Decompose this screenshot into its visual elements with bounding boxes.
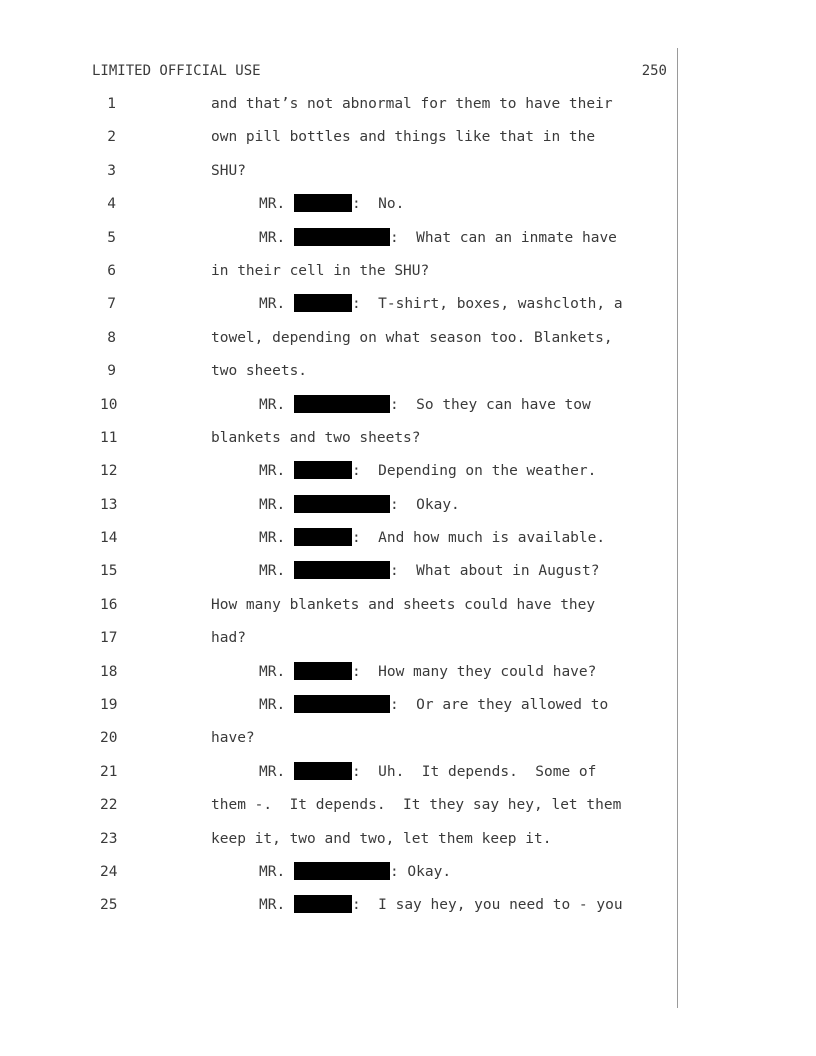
redacted-name-block bbox=[294, 495, 390, 513]
speaker-title: MR. bbox=[259, 229, 286, 246]
transcript-line bbox=[0, 161, 816, 194]
spoken-text: : Okay. bbox=[389, 496, 460, 513]
line-number: 18 bbox=[100, 663, 118, 680]
redacted-name-block bbox=[294, 561, 390, 579]
line-number: 15 bbox=[100, 563, 118, 580]
spoken-text: : What about in August? bbox=[389, 563, 600, 580]
redacted-name-block bbox=[294, 461, 352, 479]
speaker-line-text bbox=[259, 228, 617, 248]
transcript-line bbox=[0, 595, 816, 628]
spoken-text: : Or are they allowed to bbox=[389, 697, 609, 714]
spoken-text: : And how much is available. bbox=[351, 530, 606, 547]
line-number: 23 bbox=[100, 830, 118, 847]
speaker-line-text bbox=[259, 294, 623, 314]
speaker-title: MR. bbox=[259, 296, 286, 313]
transcript-line bbox=[0, 762, 816, 795]
line-number: 19 bbox=[100, 697, 118, 714]
line-number: 16 bbox=[100, 596, 118, 613]
line-number: 22 bbox=[100, 797, 118, 814]
line-text: them -. It depends. It they say hey, let them bbox=[211, 797, 622, 814]
spoken-text: : Depending on the weather. bbox=[351, 463, 597, 480]
speaker-line-text bbox=[259, 495, 460, 515]
speaker-title: MR. bbox=[259, 697, 286, 714]
line-number: 1 bbox=[107, 96, 116, 112]
speaker-title: MR. bbox=[259, 496, 286, 513]
transcript-line bbox=[0, 361, 816, 394]
speaker-line-text bbox=[259, 762, 596, 782]
transcript-line bbox=[0, 395, 816, 428]
transcript-line bbox=[0, 428, 816, 461]
transcript-line bbox=[0, 194, 816, 227]
speaker-line-text bbox=[259, 561, 599, 581]
line-text: two sheets. bbox=[211, 363, 308, 380]
line-number: 10 bbox=[100, 396, 118, 413]
page-header bbox=[92, 61, 667, 81]
speaker-line-text bbox=[259, 895, 623, 915]
line-number: 3 bbox=[107, 162, 116, 179]
spoken-text: : Okay. bbox=[389, 863, 452, 880]
line-number: 7 bbox=[107, 296, 116, 313]
line-number: 8 bbox=[107, 329, 116, 346]
redacted-name-block bbox=[294, 695, 390, 713]
spoken-text: : What can an inmate have bbox=[389, 229, 617, 246]
transcript-line bbox=[0, 728, 816, 761]
line-number: 20 bbox=[100, 730, 118, 747]
speaker-title: MR. bbox=[259, 463, 286, 480]
speaker-title: MR. bbox=[259, 863, 286, 880]
spoken-text: : How many they could have? bbox=[351, 663, 597, 680]
transcript-line bbox=[0, 461, 816, 494]
transcript-line bbox=[0, 829, 816, 862]
speaker-line-text bbox=[259, 461, 596, 481]
line-text: in their cell in the SHU? bbox=[211, 262, 430, 279]
transcript-line bbox=[0, 127, 816, 160]
spoken-text: : No. bbox=[351, 196, 405, 213]
redacted-name-block bbox=[294, 862, 390, 880]
line-number: 5 bbox=[107, 229, 116, 246]
transcript-line bbox=[0, 495, 816, 528]
line-text: How many blankets and sheets could have they bbox=[211, 596, 596, 613]
spoken-text: : T-shirt, boxes, washcloth, a bbox=[351, 296, 623, 313]
spoken-text: : Uh. It depends. Some of bbox=[351, 763, 597, 780]
classification-label: LIMITED OFFICIAL USE bbox=[92, 63, 261, 79]
speaker-title: MR. bbox=[259, 563, 286, 580]
line-number: 21 bbox=[100, 763, 118, 780]
spoken-text: : I say hey, you need to - you bbox=[351, 897, 623, 914]
speaker-title: MR. bbox=[259, 897, 286, 914]
transcript-line bbox=[0, 662, 816, 695]
speaker-line-text bbox=[259, 862, 451, 882]
speaker-title: MR. bbox=[259, 196, 286, 213]
transcript-line bbox=[0, 294, 816, 327]
line-text: have? bbox=[211, 730, 255, 747]
speaker-title: MR. bbox=[259, 763, 286, 780]
transcript-line bbox=[0, 328, 816, 361]
transcript-line bbox=[0, 895, 816, 928]
redacted-name-block bbox=[294, 294, 352, 312]
line-number: 9 bbox=[107, 363, 116, 380]
line-text: SHU? bbox=[211, 162, 246, 179]
transcript-line bbox=[0, 628, 816, 661]
line-text: keep it, two and two, let them keep it. bbox=[211, 830, 552, 847]
redacted-name-block bbox=[294, 762, 352, 780]
line-number: 11 bbox=[100, 429, 118, 446]
line-text: own pill bottles and things like that in the bbox=[211, 129, 596, 146]
transcript-line bbox=[0, 228, 816, 261]
redacted-name-block bbox=[294, 662, 352, 680]
line-number: 12 bbox=[100, 463, 118, 480]
speaker-line-text bbox=[259, 395, 591, 415]
transcript-line bbox=[0, 261, 816, 294]
line-number: 24 bbox=[100, 863, 118, 880]
line-text: and that’s not abnormal for them to have their bbox=[211, 96, 613, 112]
speaker-line-text bbox=[259, 194, 404, 214]
transcript-line bbox=[0, 561, 816, 594]
page-number: 250 bbox=[641, 63, 667, 79]
line-text: towel, depending on what season too. Blankets, bbox=[211, 329, 613, 346]
line-number: 6 bbox=[107, 262, 116, 279]
spoken-text: : So they can have tow bbox=[389, 396, 591, 413]
transcript-line bbox=[0, 94, 816, 127]
redacted-name-block bbox=[294, 194, 352, 212]
speaker-title: MR. bbox=[259, 396, 286, 413]
line-text: had? bbox=[211, 630, 246, 647]
line-number: 25 bbox=[100, 897, 118, 914]
line-text: blankets and two sheets? bbox=[211, 429, 421, 446]
transcript-line bbox=[0, 695, 816, 728]
speaker-title: MR. bbox=[259, 530, 286, 547]
speaker-title: MR. bbox=[259, 663, 286, 680]
transcript-line bbox=[0, 795, 816, 828]
line-number: 14 bbox=[100, 530, 118, 547]
speaker-line-text bbox=[259, 662, 596, 682]
line-number: 2 bbox=[107, 129, 116, 146]
speaker-line-text bbox=[259, 695, 608, 715]
redacted-name-block bbox=[294, 895, 352, 913]
line-number: 4 bbox=[107, 196, 116, 213]
redacted-name-block bbox=[294, 395, 390, 413]
redacted-name-block bbox=[294, 528, 352, 546]
transcript-line bbox=[0, 528, 816, 561]
transcript-body bbox=[0, 94, 816, 929]
redacted-name-block bbox=[294, 228, 390, 246]
speaker-line-text bbox=[259, 528, 605, 548]
line-number: 13 bbox=[100, 496, 118, 513]
transcript-line bbox=[0, 862, 816, 895]
line-number: 17 bbox=[100, 630, 118, 647]
